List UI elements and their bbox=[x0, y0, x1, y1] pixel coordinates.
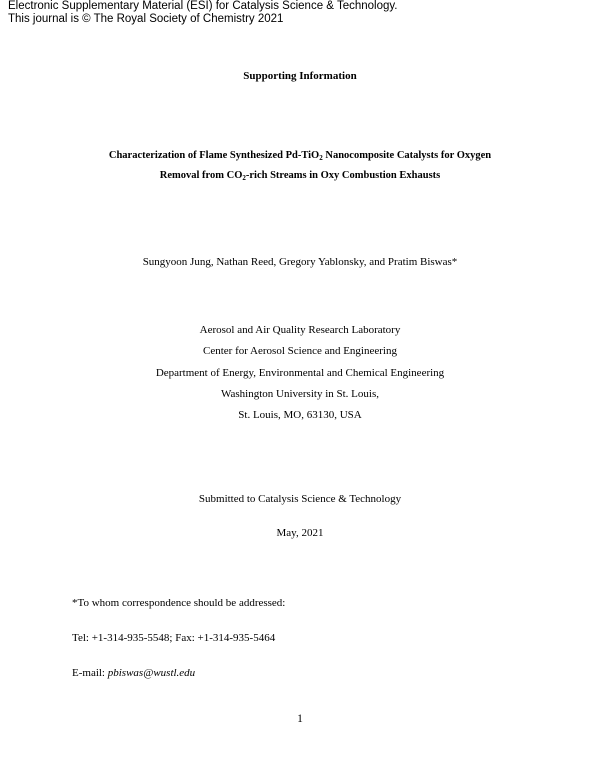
esi-header bbox=[8, 0, 397, 26]
phone-fax: Tel: +1-314-935-5548; Fax: +1-314-935-5464 bbox=[72, 632, 276, 644]
affiliation-line-3: Department of Energy, Environmental and Chemical Engineering bbox=[155, 367, 445, 379]
email-line bbox=[72, 667, 195, 679]
title-line-2 bbox=[0, 170, 600, 181]
email-label: E-mail: bbox=[72, 667, 108, 679]
esi-header-line-1: Electronic Supplementary Material (ESI) for Catalysis Science & Technology. bbox=[8, 0, 398, 12]
title-line-1-subscript: 2 bbox=[319, 154, 323, 162]
title-line-1-part-2: Nanocomposite Catalysts for Oxygen bbox=[322, 150, 492, 161]
title-line-1-part-1: Characterization of Flame Synthesized Pd-TiO bbox=[108, 150, 320, 161]
author-list: Sungyoon Jung, Nathan Reed, Gregory Yablonsky, and Pratim Biswas* bbox=[142, 256, 458, 268]
submission-date: May, 2021 bbox=[276, 527, 324, 539]
submitted-to: Submitted to Catalysis Science & Technology bbox=[198, 493, 402, 505]
title-line-2-part-1: Removal from CO bbox=[159, 170, 243, 181]
affiliation-line-5: St. Louis, MO, 63130, USA bbox=[238, 409, 362, 421]
page-number: 1 bbox=[297, 713, 303, 725]
affiliation-line-1: Aerosol and Air Quality Research Laboratory bbox=[199, 324, 401, 336]
section-label: Supporting Information bbox=[243, 70, 357, 82]
title-line-1 bbox=[0, 150, 600, 161]
correspondence-note: *To whom correspondence should be addressed: bbox=[72, 597, 286, 609]
affiliation-line-4: Washington University in St. Louis, bbox=[220, 388, 379, 400]
title-line-2-subscript: 2 bbox=[242, 174, 246, 182]
esi-header-line-2: This journal is © The Royal Society of Chemistry 2021 bbox=[8, 13, 284, 25]
affiliation-line-2: Center for Aerosol Science and Engineering bbox=[203, 345, 397, 357]
email-address: pbiswas@wustl.edu bbox=[107, 667, 196, 679]
title-line-2-part-2: -rich Streams in Oxy Combustion Exhausts bbox=[245, 170, 441, 181]
